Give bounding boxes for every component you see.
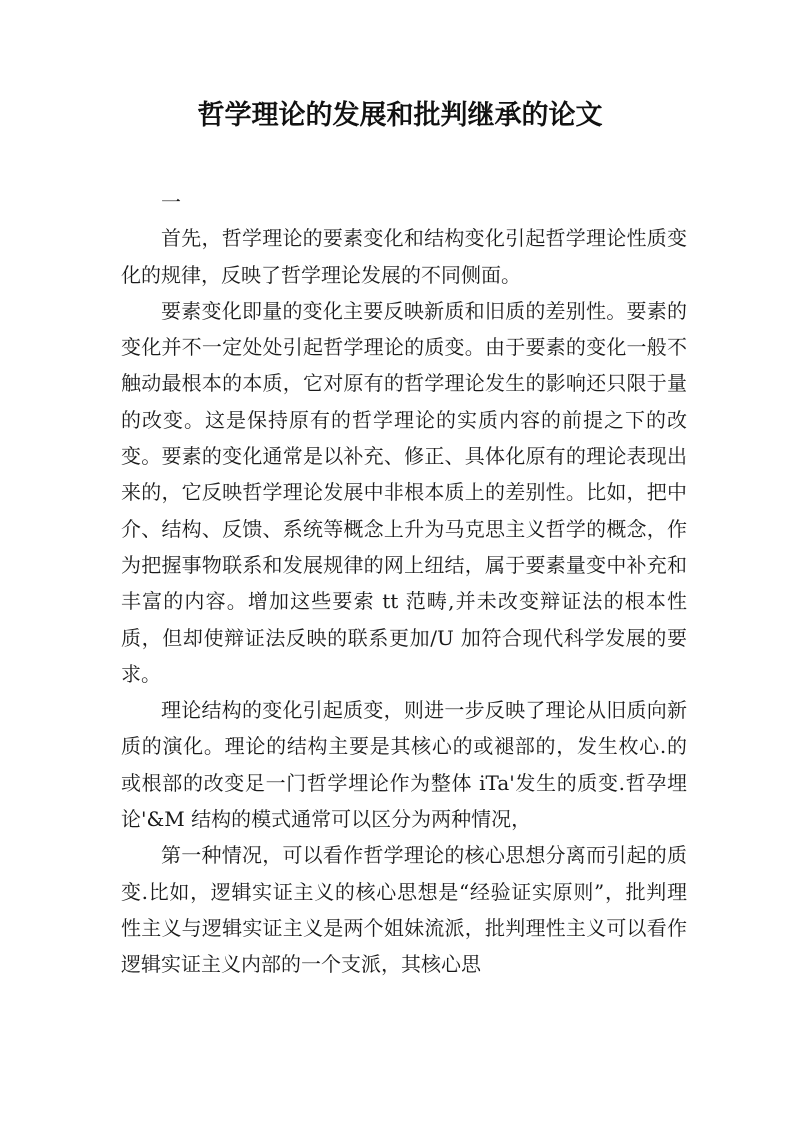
section-number: 一: [161, 190, 181, 214]
paragraph: 要素变化即量的变化主要反映新质和旧质的差别性。要素的变化并不一定处处引起哲学理论的质变。由于要素的变化一般不触动最根本的本质，它对原有的哲学理论发生的影响还只限于量的改变。这是保持原有的哲学理论的实质内容的前提之下的改变。要素的变化通常是以补充、修正、具体化原有的理论表现出来的，它反映哲学理论发展中非根本质上的差别性。比如，把中介、结构、反馈、系统等概念上升为马克思主义哲学的概念，作为把握事物联系和发展规律的网上纽结，属于要素量变中补充和丰富的内容。增加这些要索 tt 范畴,并未改变辩证法的根本性质，但却使辩证法反映的联系更加/U 加符合现代科学发展的要求。: [121, 298, 687, 686]
paragraph: 第一种情况，可以看作哲学理论的核心思想分离而引起的质变.比如，逻辑实证主义的核心思想是“经验证实原则”，批判理性主义与逻辑实证主义是两个姐妹流派，批判理性主义可以看作逻辑实证主义内部的一个支派，其核心思: [121, 843, 687, 977]
paragraph: 理论结构的变化引起质变，则进一步反映了理论从旧质向新质的演化。理论的结构主要是其核心的或褪部的，发生枚心.的或根部的改变足一门哲学埋论作为整体 iTa'发生的质变.哲孕埋论'&M 结构的模式通常可以区分为两种情况，: [121, 698, 687, 832]
document-title: 哲学理论的发展和批判继承的论文: [197, 100, 603, 131]
paragraph: 首先，哲学理论的要素变化和结构变化引起哲学理论性质变化的规律，反映了哲学理论发展的不同侧面。: [121, 226, 687, 287]
document-body: [121, 184, 687, 983]
